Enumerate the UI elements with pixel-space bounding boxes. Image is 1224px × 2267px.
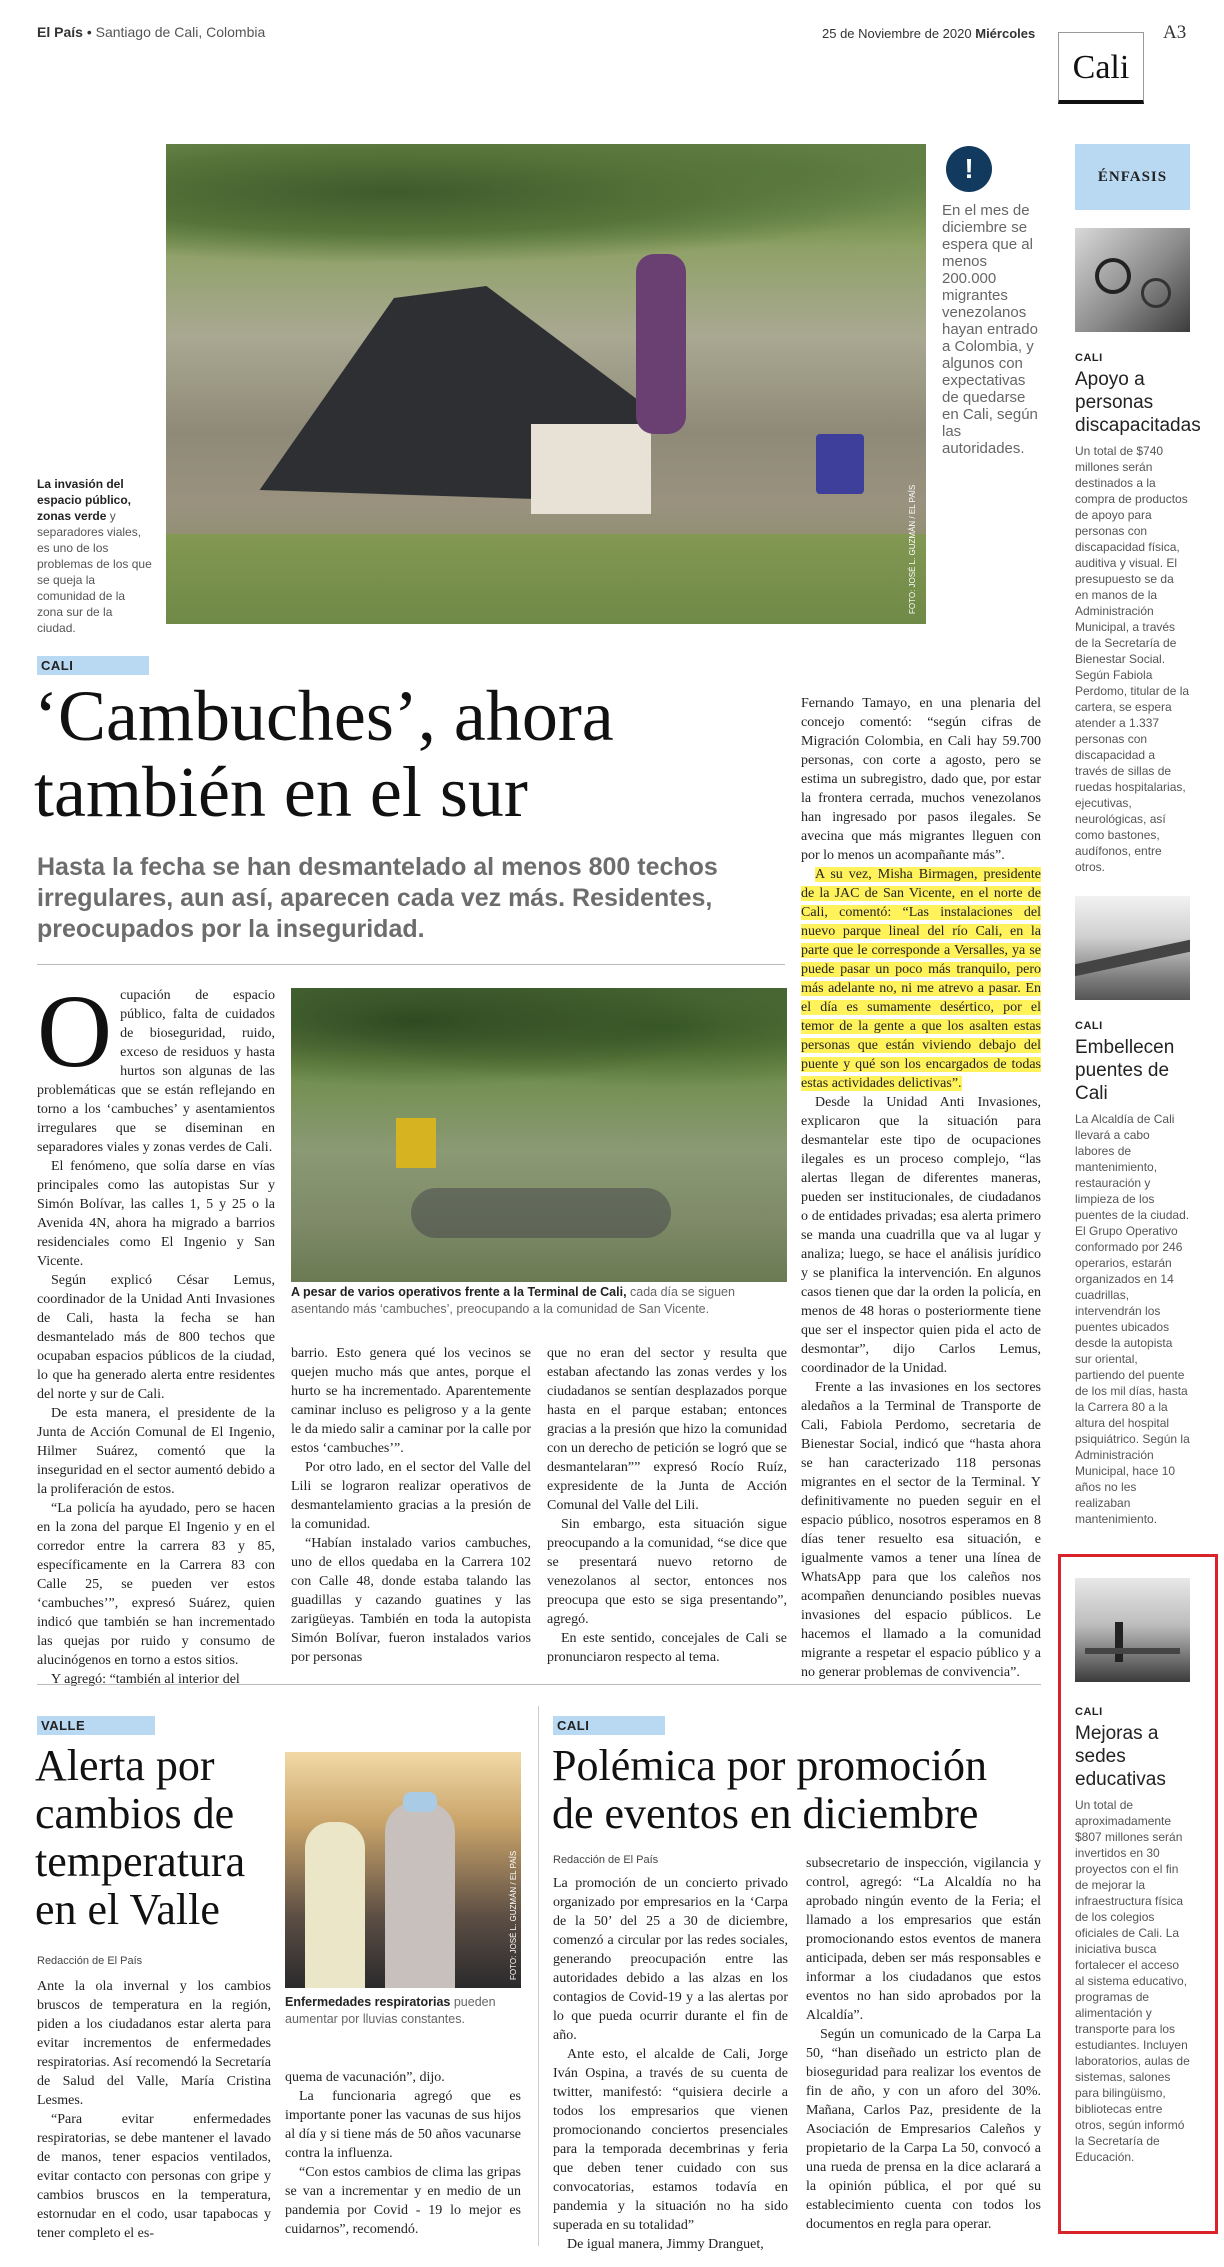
section-box [1058,32,1144,104]
valle-col-2: quema de vacunación”, dijo. La funcionaria agregó que es importante poner las vacunas de sus hijos al día y si tiene más de 50 años vacunarse contra la influenza. “Con estos cambios de clima las gripas se van a incrementar y en medio de un pandemia por Covid - 19 lo mejor es cuidarnos”, recomendó. [285,2070,521,2237]
article-subtitle: Hasta la fecha se han desmantelado al menos 800 techos irregulares, aun así, aparecen cada vez más. Residentes, preocupados por la inseguridad. [37,853,718,943]
exclamation-icon: ! [946,146,992,192]
main-col-1: O cupación de espacio público, falta de cuidados de bioseguridad, ruido, exceso de residuos y hasta hurtos son algunas de las problemáticas que se están reflejando en torno a los ‘cambuches’ y asentamientos irregulares que se diseminan en separadores viales y zonas verdes de Cali. El fenómeno, que solía darse en vías principales como las autopistas Sur y Simón Bolívar, las calles 1, 5 y 25 o la Avenida 4N, ahora ha migrado a barrios residenciales como El Ingenio y San Vicente. Según explicó César Lemus, coordinador de la Unidad Anti Invasiones de Cali, hasta la fecha se han desmantelado más de 800 techos que ocupaban espacios públicos de la ciudad, lo que ha generado alerta entre residentes del norte y sur de Cali. De esta manera, el presidente de la Junta de Acción Comunal de El Ingenio, Hilmer Suárez, comentó que la inseguridad en el sector aumentó debido a la proliferación de estos. “La policía ha ayudado, pero se hacen en la zona del parque El Ingenio y en el corredor entre la carrera 83 y 85, específicamente en la Carrera 83 con Calle 25, se pueden ver estos ‘cambuches’”, expresó Suárez, quien indicó que también se han incrementado las quejas por ruido y consumo de alucinógenos en torno a estos sitios. Y agregó: “también al interior del [37,974,275,1687]
section-tag: CALI [553,1716,665,1735]
paper-name: El País [37,24,83,40]
date-line [822,26,1035,41]
byline: Redacción de El País [37,1955,143,1967]
page-number: A3 [1163,22,1187,43]
classroom-photo [1075,1578,1190,1682]
highlighted-quote: A su vez, Misha Birmagen, presidente de la JAC de San Vicente, en el norte de Cali, comentó: “Las instalaciones del nuevo parque lineal del río Cali, en la parte que le corresponde a Versalles, ya se puede pasar un poco más tranquilo, pero más adelante no, ni me atrevo a pasar. En el día es sumamente desértico, por el temor de la gente a que los asalten estas personas que están viviendo debajo del puente y qué son los encargados de todas estas actividades delictivas”. [801,867,1041,1091]
sidebar-title: Embellecen puentes de Cali [1075,1037,1175,1104]
encampment-photo [166,144,926,624]
sidebar-item: CALI Apoyo a personas discapacitadas Un total de $740 millones serán destinados a la compra de productos de apoyo para personas con discapacidad física, auditiva y visual. El presupuesto se da en manos de la Administración Municipal, a través de la Secretaría de Bienestar Social. Según Fabiola Perdomo, titular de la cartera, se espera atender a 1.337 personas con discapacidad a través de sillas de ruedas hospitalarias, ejecutivas, neurológicas, así como bastones, audífonos, entre otros. [1075,352,1201,874]
section-tag: VALLE [37,1716,155,1735]
polemica-col-2: subsecretario de inspección, vigilancia y control, agregó: “La Alcaldía no ha aprobado ningún evento de la Feria; el llamado a los empresarios que están promocionando estos eventos de manera anticipada, deben ser más responsables e informar a los ciudadanos que estos eventos no han sido aprobados por la Alcaldía”. Según un comunicado de la Carpa La 50, “han diseñado un estricto plan de bioseguridad para realizar los eventos de fin de año, y con un aforo del 30%. Mañana, Carlos Paz, presidente de la Asociación de Empresarios Caleños y propietario de la Carpa La 50, convocó a una rueda de prensa en la dice aclarará a la opinión pública, el por qué su establecimiento cuenta con todos los documentos en regla para operar. [806,1856,1041,2232]
disability-photo [1075,228,1190,332]
drop-cap: O [37,974,113,1089]
valle-title: Alerta por cambios de temperatura en el Valle [35,1741,246,1934]
valle-col-1: Ante la ola invernal y los cambios bruscos de temperatura en la región, piden a los ciudadanos estar alerta para evitar incrementos de enfermedades respiratorias. Así recomendó la Secretaría de Salud del Valle, María Cristina Lesmes. “Para evitar enfermedades respiratorias, se debe mantener el lavado de manos, tener espacios ventilados, evitar contacto con personas con gripe y cambios bruscos en la temperatura, estornudar en el codo, usar tapabocas y tener completo el es- [37,1979,271,2241]
terminal-photo-caption: A pesar de varios operativos frente a la Terminal de Cali, cada día se siguen asentando más ‘cambuches’, preocupando a la comunidad de San Vicente. [291,1285,735,1316]
main-col-2: barrio. Esto genera qué los vecinos se quejen mucho más que antes, porque el hurto se ha incrementado. Aparentemente caminar incluso es peligroso y a la gente le da miedo salir a caminar por la calle por estos ‘cambuches’”. Por otro lado, en el sector del Valle del Lili se lograron realizar operativos de desmantelamiento gracias a la presión de la comunidad. “Habían instalado varios cambuches, uno de ellos quedaba en la Carrera 102 con Calle 48, donde estaba talando las guadillas y cazando guatines y las zarigüeyas. También en toda la autopista Simón Bolívar, fueron instalados varios por personas [291,1346,531,1665]
sidebar-item: CALI Embellecen puentes de Cali La Alcaldía de Cali llevará a cabo labores de mantenimiento, restauración y limpieza de los puentes de la ciudad. El Grupo Operativo conformado por 246 operarios, estarán organizados en 14 cuadrillas, intervendrán los puentes ubicados desde la autopista sur oriental, partiendo del puente de los mil días, hasta la Carrera 80 a la altura del hospital psiquiátrico. Según la Administración Municipal, hace 10 años no les realizaban mantenimiento. [1075,1020,1190,1526]
weekday: Miércoles [975,26,1036,41]
photo-credit: FOTO: JOSÉ L. GUZMÁN / EL PAÍS [509,1850,518,1980]
top-photo-caption: La invasión del espacio público, zonas verde y separadores viales, es uno de los problemas de los que se queja la comunidad de la zona sur de la ciudad. [37,477,152,635]
enfasis-header: ÉNFASIS [1075,144,1190,210]
respiratory-photo [285,1752,521,1988]
terminal-photo [291,988,787,1282]
bridge-photo [1075,896,1190,1000]
sidebar-title: Mejoras a sedes educativas [1075,1723,1166,1790]
sidebar-title: Apoyo a personas discapacitadas [1075,369,1201,436]
section-tag: CALI [37,656,149,675]
callout [942,146,1042,457]
place: Santiago de Cali, Colombia [95,24,266,40]
date: 25 de Noviembre de 2020 [822,26,972,41]
sidebar-item: CALI Mejoras a sedes educativas Un total de aproximadamente $807 millones serán invertidos en 30 proyectos con el fin de mejorar la infraestructura física de los colegios oficiales de Cali. La iniciativa busca fortalecer el acceso al sistema educativo, programas de alimentación y transporte para los estudiantes. Incluyen laboratorios, aulas de sistemas, salones para bilingüismo, bibliotecas entre otros, según informó la Secretaría de Educación. [1075,1706,1190,2164]
section-title: Cali [1072,49,1130,86]
main-col-3: que no eran del sector y resulta que estaban afectando las zonas verdes y los ciudadanos se sentían desplazados porque hasta en el parque estaban; entonces gracias a la presión que hizo la comunidad con un derecho de petición se logró que se desmantelaran”” expresó Rocío Ruíz, expresidente de la Junta de Acción Comunal del Valle del Lili. Sin embargo, esta situación sigue preocupando a la comunidad, “se dice que se presentará nuevo retorno de venezolanos al sector, entonces nos preocupa que esto se siga presentando”, agregó. En este sentido, concejales de Cali se pronunciaron respecto al tema. [547,1346,787,1665]
photo-credit: FOTO: JOSÉ L. GUZMÁN / EL PAÍS [908,484,917,614]
byline: Redacción de El País [553,1854,659,1866]
main-col-4: Fernando Tamayo, en una plenaria del concejo comentó: “según cifras de Migración Colombia, en Cali hay 59.700 personas, con corte a agosto, pero se estima un subregistro, dado que, por estar la frontera cerrada, muchos venezolanos han ingresado por pasos ilegales. Se avecina que más migrantes lleguen con por lo menos un acompañante más”. A su vez, Misha Birmagen, presidente de la JAC de San Vicente, en el norte de Cali, comentó: “Las instalaciones del nuevo parque lineal del río Cali, en la parte que le corresponde a Versalles, ya se puede pasar un poco más tranquilo, pero más adelante no, ni me atrevo a pasar. En el día es sumamente desértico, por el temor de la gente a que los asalten estas personas que están viviendo debajo del puente y qué son los encargados de todas estas actividades delictivas”. Desde la Unidad Anti Invasiones, explicaron que la situación para desmantelar este tipo de ocupaciones ilegales es un proceso complejo, “las alertas llegan de diferentes maneras, pueden ser institucionales, de ciudadanos o de entidades privadas; esa alerta primero se manda una cuadrilla que va al lugar y analiza; luego, se hace el análisis jurídico y se planifica la intervención. En algunos casos tienen que dar la orden la policía, en menos de 48 horas o posteriormente tiene que ser el inspector quien pida el acto de desmontar”, dijo Carlos Lemus, coordinador de la Unidad. Frente a las invasiones en los sectores aledaños a la Terminal de Transporte de Cali, Fabiola Perdomo, secretaria de Bienestar Social, indicó que “hasta ahora se han caracterizado 118 personas migrantes en el sector de la Terminal. Y definitivamente no pueden seguir en el espacio público, nosotros esperamos en 8 días tener resuelto esa situación, e igualmente vamos a tener una línea de WhatsApp para que los caleños nos acompañen denunciando posibles nuevas invasiones del espacio públicos. Le hacemos el llamado a la comunidad migrante a respetar el espacio público y a no generar problemas de convivencia”. [801,696,1041,1680]
callout-text: En el mes de diciembre se espera que al menos 200.000 migrantes venezolanos hayan entrado a Colombia, y algunos con expectativas de quedarse en Cali, según las autoridades. [942,202,1038,457]
masthead: El País • Santiago de Cali, Colombia [37,24,266,40]
polemica-col-1: La promoción de un concierto privado organizado por empresarios en la ‘Carpa de la 50’ del 25 a 30 de diciembre, comenzó a circular por las redes sociales, generando preocupación entre las autoridades debido a las alzas en los contagios de Covid-19 y a las alertas por lo que pueda ocurrir durante el fin de año. Ante esto, el alcalde de Cali, Jorge Iván Ospina, a través de su cuenta de twitter, manifestó: “quisiera decirle a todos los empresarios que vienen promocionando conciertos presenciales para la temporada decembrinas y feria que deben tener cuidado con sus convocatorias, estamos todavía en pandemia y la situación no ha sido superada en su totalidad” De igual manera, Jimmy Dranguet, [553,1876,788,2252]
article-title: ‘Cambuches’, ahora también en el sur [34,676,614,832]
polemica-title: Polémica por promoción de eventos en diciembre [552,1741,988,1838]
respiratory-photo-caption: Enfermedades respiratorias pueden aumentar por lluvias constantes. [285,1995,496,2026]
